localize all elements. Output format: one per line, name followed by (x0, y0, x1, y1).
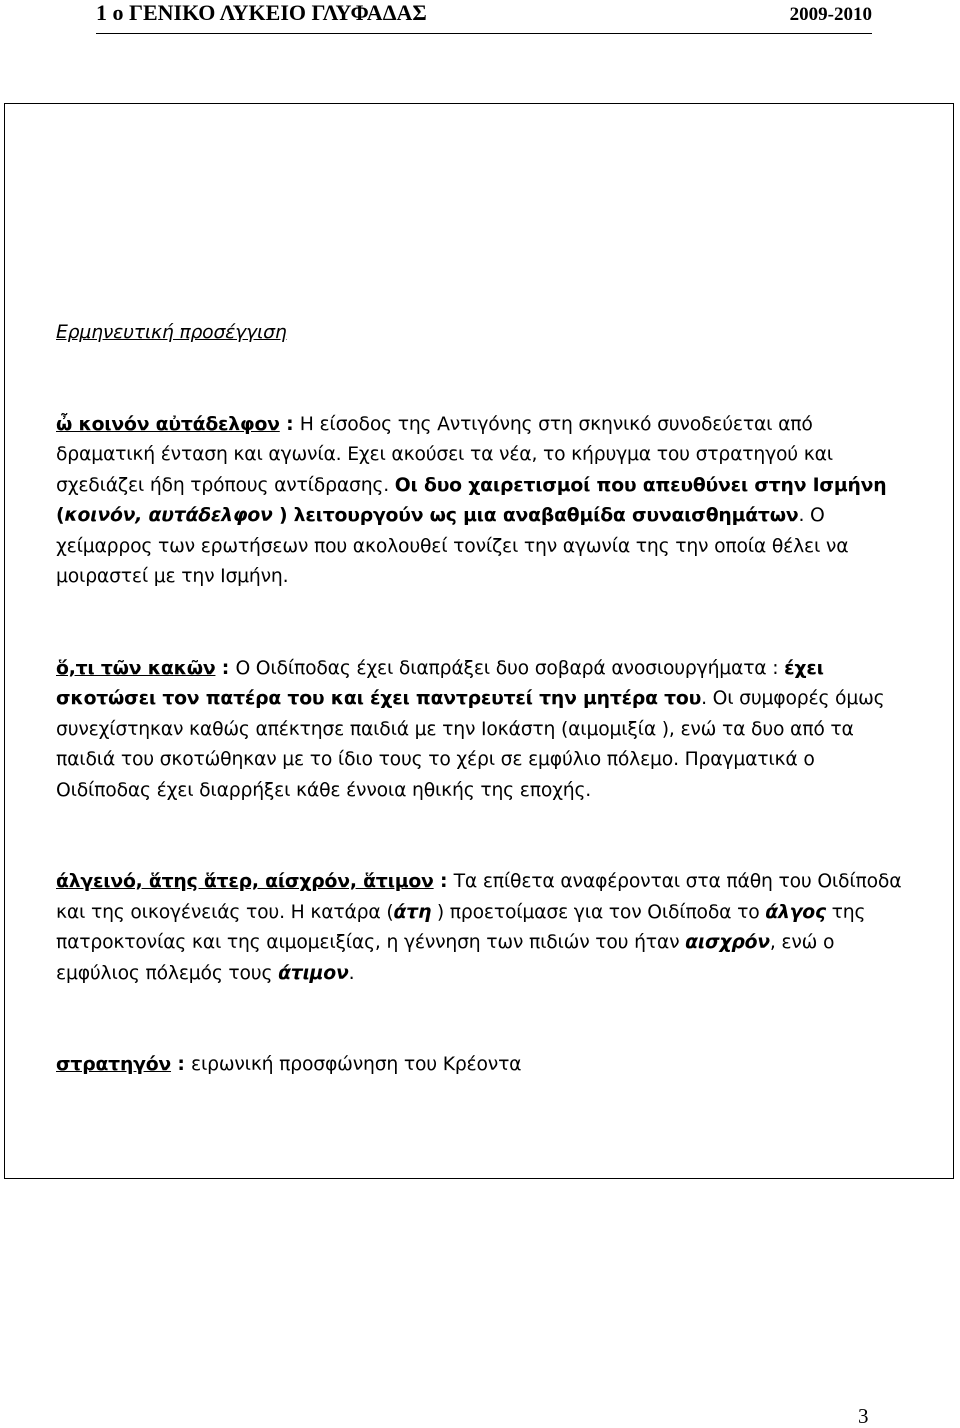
paragraph-strategon: στρατηγόν : ειρωνική προσφώνηση του Κρέοντα (56, 1054, 522, 1075)
paragraph-algeino: άλγεινό, ἅτης ἅτερ, αίσχρόν, ἅτιμον : Τα επίθετα αναφέρονται στα πάθη του Οιδίποδα και της οικογένειάς του. Η κατάρα (άτη ) προετοίμασε για τον Οιδίποδα το άλγος της πατροκτονίας και της αιμομειξίας, η γέννηση των πιδιών του ήταν αισχρόν, ενώ ο εμφύλιος πόλεμός τους άτιμον. (56, 871, 902, 984)
header-rule (96, 33, 872, 34)
term-strategon: στρατηγόν (56, 1054, 172, 1075)
school-name: 1 ο ΓΕΝΙΚΟ ΛΥΚΕΙΟ ΓΛΥΦΑΔΑΣ (96, 0, 427, 25)
paragraph-kakon: ὅ,τι τῶν κακῶν : Ο Οιδίποδας έχει διαπράξει δυο σοβαρά ανοσιουργήματα : έχει σκοτώσει τον πατέρα του και έχει παντρευτεί την μητέρα του. Οι συμφορές όμως συνεχίστηκαν καθώς απέκτησε παιδιά με την Ιοκάστη (αιμομιξία ), ενώ τα δυο από τα παιδιά του σκοτώθηκαν με το ίδιο τους το χέρι σε εμφύλιο πόλεμο. Πραγματικά ο Οιδίποδας έχει διαρρήξει κάθε έννοια ηθικής της εποχής. (56, 657, 885, 801)
term-koinon: ὦ κοινόν αὐτάδελφον (56, 413, 280, 435)
content-body (56, 318, 906, 1081)
page-number: 3 (858, 1404, 869, 1428)
page-header (0, 0, 960, 50)
section-heading: Ερμηνευτική προσέγγιση (56, 322, 287, 343)
paragraph-koinon: ὦ κοινόν αὐτάδελφον : Η είσοδος της Αντιγόνης στη σκηνικό συνοδεύεται από δραματική ένταση και αγωνία. Εχει ακούσει τα νέα, το κήρυγμα του στρατηγού και σχεδιάζει ήδη τρόπους αντίδρασης. Οι δυο χαιρετισμοί που απευθύνει στην Ισμήνη (κοινόν, αυτάδελφον ) λειτουργούν ως μια αναβαθμίδα συναισθημάτων. Ο χείμαρρος των ερωτήσεων που ακολουθεί τονίζει την αγωνία της την οποία θέλει να μοιραστεί με την Ισμήνη. (56, 413, 887, 587)
term-kakon: ὅ,τι τῶν κακῶν (56, 657, 216, 679)
term-algeino: άλγεινό, ἅτης ἅτερ, αίσχρόν, ἅτιμον (56, 871, 434, 892)
school-year: 2009-2010 (789, 4, 872, 25)
